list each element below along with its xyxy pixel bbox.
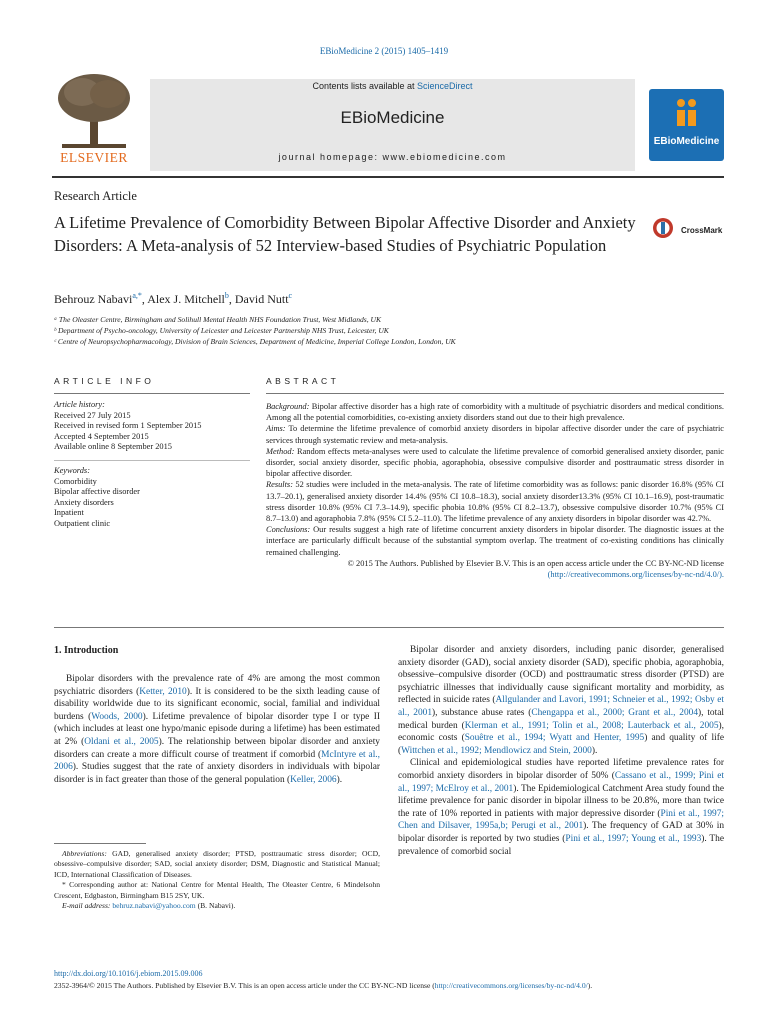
left-column (54, 673, 380, 786)
contents-prefix: Contents lists available at (312, 81, 418, 91)
affiliation: ᵃ The Oleaster Centre, Birmingham and Solihull Mental Health NHS Foundation Trust, West Midlands, UK (54, 315, 382, 324)
body-text: Bipolar disorder and anxiety disorders, including panic disorder, generalised anxiety disorder (GAD), social anxiety disorder (SAD), specific phobia, agoraphobia, obsessive–compulsive disorder (OCD) and posttraumatic stress disorder (PTSD) are psychiatric illnesses that individually cause significant mortality and morbidity, as reflected in suicide rates ( (398, 645, 724, 706)
abstract-paragraphs (266, 401, 724, 558)
affiliation: ᵇ Department of Psycho-oncology, University of Leicester and Leicester Partnership NHS Trust, Leicester, UK (54, 326, 389, 336)
history-item: Available online 8 September 2015 (54, 442, 172, 452)
affiliations (54, 314, 456, 348)
email-label: E-mail address: (62, 901, 113, 911)
keyword: Outpatient clinic (54, 518, 111, 528)
article-title: A Lifetime Prevalence of Comorbidity Between Bipolar Affective Disorder and Anxiety Disorders: A Meta-analysis of 52 Interview-based Studies of Psychiatric Population (54, 213, 636, 255)
email-footnote (54, 901, 380, 911)
homepage-line (150, 152, 635, 162)
abstract-license (266, 558, 724, 580)
footer-license-link[interactable]: http://creativecommons.org/licenses/by-nc-nd/4.0/ (434, 981, 588, 990)
crossmark-label[interactable]: CrossMark (681, 226, 723, 235)
abstract-label: Conclusions: (266, 525, 311, 535)
journal-cover[interactable] (649, 89, 724, 161)
abstract-label: Method: (266, 446, 295, 456)
body-text: ), economic costs ( (398, 720, 725, 744)
history-label: Article history: (54, 400, 105, 409)
body-text: ), total medical burden ( (398, 707, 724, 731)
abbrev-label: Abbreviations: (62, 849, 107, 858)
abstract-label: Background: (266, 402, 310, 411)
author-affil-marker[interactable]: a,* (132, 291, 142, 300)
citation-link[interactable]: McIntyre et al., 2006 (54, 749, 380, 773)
abbreviations-footnote (54, 849, 380, 880)
citation-link[interactable]: Ketter, 2010 (139, 686, 187, 697)
email-suffix: (B. Nabavi). (195, 901, 236, 911)
citation-link[interactable]: Chengappa et al., 2000; Grant et al., 2004 (531, 707, 699, 718)
intro-paragraph-3 (398, 757, 724, 858)
body-text: ). Lifetime prevalence of bipolar disorder type I or type II (which includes at least one hypo/manic episode during a lifetime) has been estimated at 2% ( (54, 711, 380, 747)
body-text: Bipolar disorders with the prevalence rate of 4% are among the most common psychiatric disorders ( (54, 674, 380, 697)
citation-link[interactable]: Wittchen et al., 1992; Mendlowicz and Stein, 2000 (401, 745, 592, 756)
abstract-text: Bipolar affective disorder has a high rate of comorbidity with a multitude of psychiatric disorders and medical conditions. Among all the potential comorbidities, co-existing anxiety disorders stand out due to their high prevalence. (266, 402, 724, 423)
author-affil-marker[interactable]: c (288, 291, 293, 300)
citation-link[interactable]: Allgulander and Lavori, 1991; Schneier et al., 1992; Osby et al., 2001 (398, 695, 725, 718)
keyword: Comorbidity (54, 476, 97, 486)
abstract-paragraph (266, 524, 724, 558)
intro-paragraph-2 (398, 644, 724, 757)
abstract-text: Random effects meta-analyses were used to calculate the lifetime prevalence of comorbid generalised anxiety disorder, panic disorder, social anxiety disorder, specific phobia, agoraphobia, obsessive compulsive disorder and posttraumatic stress disorder in bipolar affective disorder. (266, 446, 724, 479)
journal-citation[interactable]: EBioMedicine 2 (2015) 1405–1419 (319, 46, 449, 56)
keywords-label: Keywords: (54, 466, 90, 475)
body-text: ). The relationship between bipolar disorder and anxiety disorders can create a more difficult course of treatment if comorbid ( (54, 736, 380, 760)
cover-figure-icon (649, 89, 724, 137)
homepage-prefix: journal homepage: (278, 152, 383, 162)
abstract-heading: ABSTRACT (266, 376, 340, 386)
author-name[interactable]: Alex J. Mitchell (147, 292, 225, 306)
author-name[interactable]: Behrouz Nabavi (54, 292, 133, 306)
copyright-text: 2352-3964/© 2015 The Authors. Published by Elsevier B.V. This is an open access article under the CC BY-NC-ND license ( (54, 981, 435, 990)
publisher-name: ELSEVIER (60, 150, 128, 165)
history-list (54, 411, 250, 453)
citation-link[interactable]: Cassano et al., 1999; Pini et al., 1997; McElroy et al., 2001 (398, 770, 725, 794)
article-info-heading: ARTICLE INFO (54, 376, 155, 386)
body-text: ). The Epidemiological Catchment Area study found the lifetime prevalence for panic disorder in bipolar illness to be 20.8%, more than twice the rate of 10% reported in patients with major depressive disorder ( (398, 783, 724, 819)
doi-link[interactable]: http://dx.doi.org/10.1016/j.ebiom.2015.09.006 (54, 969, 203, 978)
journal-name: EBioMedicine (340, 108, 445, 127)
cover-title: EBioMedicine (653, 136, 720, 147)
abstract-text: To determine the lifetime prevalence of comorbid anxiety disorders in bipolar affective disorder under the care of psychiatric services through systematic review and meta-analysis. (266, 424, 724, 445)
abbrev-text: GAD, generalised anxiety disorder; PTSD, posttraumatic stress disorder; OCD, obsessive–compulsive disorder; SAD, social anxiety disorder; DSM, Diagnostic and Statistical Manual; ICD, International Classification of Diseases. (54, 849, 380, 879)
abstract-text: 52 studies were included in the meta-analysis. The rate of lifetime comorbidity was as follows: panic disorder 16.8% (95% CI 13.7–20.1), generalised anxiety disorder 14.4% (95% CI 10.8–18.3), social anxiety disorder13.3% (95% CI 10.1–16.9), post-traumatic stress disorder 10.8% (95% CI 7.3–14.9), specific phobia 10.8% (95% CI 8.2–13.7), obsessive compulsive disorder 10.7% (95% CI 8.7–13.0) and agoraphobia 7.8% (95% CI 5.2–11.0). The lifetime prevalence of any anxiety disorders in bipolar disorder was 42.7%. (266, 480, 724, 524)
abstract-text: Our results suggest a high rate of lifetime concurrent anxiety disorders in bipolar disorder. The diagnostic issues at the interface are particularly difficult because of the substantial symptom overlap. The treatment of co-existing conditions has clinically remained challenging. (266, 525, 724, 557)
citation-link[interactable]: Pini et al., 1997; Young et al., 1993 (565, 833, 702, 844)
citation-link[interactable]: Keller, 2006 (290, 774, 337, 785)
citation-link[interactable]: Souêtre et al., 1994; Wyatt and Henter, 1995 (464, 733, 645, 744)
citation-link[interactable]: Woods, 2000 (91, 711, 143, 722)
body-text: ). (336, 774, 343, 785)
abstract-label: Aims: (266, 424, 286, 434)
info-divider (54, 460, 250, 461)
copyright-close: ). (587, 981, 593, 990)
body-text: ). (591, 745, 598, 756)
author-name[interactable]: David Nutt (234, 292, 289, 306)
history-item: Accepted 4 September 2015 (54, 431, 149, 441)
copyright-line (54, 981, 592, 990)
author-separator: , (228, 292, 235, 306)
header-rule (52, 176, 724, 178)
license-text: © 2015 The Authors. Published by Elsevier B.V. This is an open access article under the CC BY-NC-ND license (347, 558, 724, 568)
citation-link[interactable]: Oldani et al., 2005 (84, 736, 159, 747)
keyword-list (54, 477, 250, 530)
intro-heading: 1. Introduction (54, 645, 119, 656)
author-affil-marker[interactable]: b (224, 291, 229, 300)
body-text: ). Studies suggest that the rate of anxiety disorders in individuals with bipolar disorder is in fact greater than those of the general population ( (54, 762, 380, 785)
abstract-body (266, 401, 724, 580)
article-history (54, 400, 250, 453)
abstract-paragraph (266, 423, 724, 445)
abstract-paragraph (266, 479, 724, 524)
keyword: Inpatient (54, 508, 84, 518)
history-item: Received in revised form 1 September 2015 (54, 421, 202, 431)
abstract-label: Results: (266, 480, 293, 490)
article-type: Research Article (54, 189, 137, 203)
keyword: Bipolar affective disorder (54, 487, 140, 497)
keyword: Anxiety disorders (54, 497, 114, 507)
body-text: ) and quality of life ( (398, 733, 724, 756)
info-rule (54, 393, 250, 394)
intro-paragraph-1 (54, 673, 380, 786)
body-text: Clinical and epidemiological studies have reported lifetime prevalence rates for comorbid anxiety disorders in bipolar disorder of 50% ( (398, 758, 724, 781)
body-text: ). It is considered to be the sixth leading cause of disability worldwide due to its significant economic, social, familial and individual burdens ( (54, 686, 380, 722)
sciencedirect-link[interactable]: ScienceDirect (417, 81, 473, 91)
crossmark-icon[interactable] (652, 217, 674, 239)
body-text: ). The frequency of GAD at 30% in bipolar disorder is reported by two studies ( (398, 821, 725, 844)
homepage-link[interactable]: www.ebiomedicine.com (382, 152, 507, 162)
abstract-rule (266, 393, 724, 394)
abstract-paragraph (266, 446, 724, 480)
footnotes (54, 849, 380, 911)
license-link[interactable]: (http://creativecommons.org/licenses/by-nc-nd/4.0/). (547, 570, 724, 580)
email-link[interactable]: behruz.nabavi@yahoo.com (112, 901, 196, 911)
right-column (398, 644, 724, 858)
author-separator: , (141, 292, 148, 306)
body-text: ), substance abuse rates ( (432, 707, 532, 718)
body-text: ). The prevalence of comorbid social (398, 833, 724, 857)
affiliation: ᶜ Centre of Neuropsychopharmacology, Division of Brain Sciences, Department of Medicine, Imperial College London, London, UK (54, 337, 456, 347)
author-list (54, 291, 292, 307)
abstract-bottom-rule (54, 627, 724, 628)
keywords (54, 466, 250, 530)
contents-line (150, 81, 635, 91)
citation-link[interactable]: Pini et al., 1997; Chen and Dilsaver, 1995a,b; Perugi et al., 2001 (398, 808, 724, 832)
corresponding-footnote: * Corresponding author at: National Centre for Mental Health, The Oleaster Centre, 6 Mindelsohn Crescent, Edgbaston, Birmingham B15 2SY, UK. (54, 880, 380, 900)
citation-link[interactable]: Klerman et al., 1991; Tolin et al., 2008; Lauterback et al., 2005 (464, 720, 719, 731)
abstract-paragraph (266, 401, 724, 423)
footnote-rule (54, 843, 146, 844)
history-item: Received 27 July 2015 (54, 410, 131, 420)
